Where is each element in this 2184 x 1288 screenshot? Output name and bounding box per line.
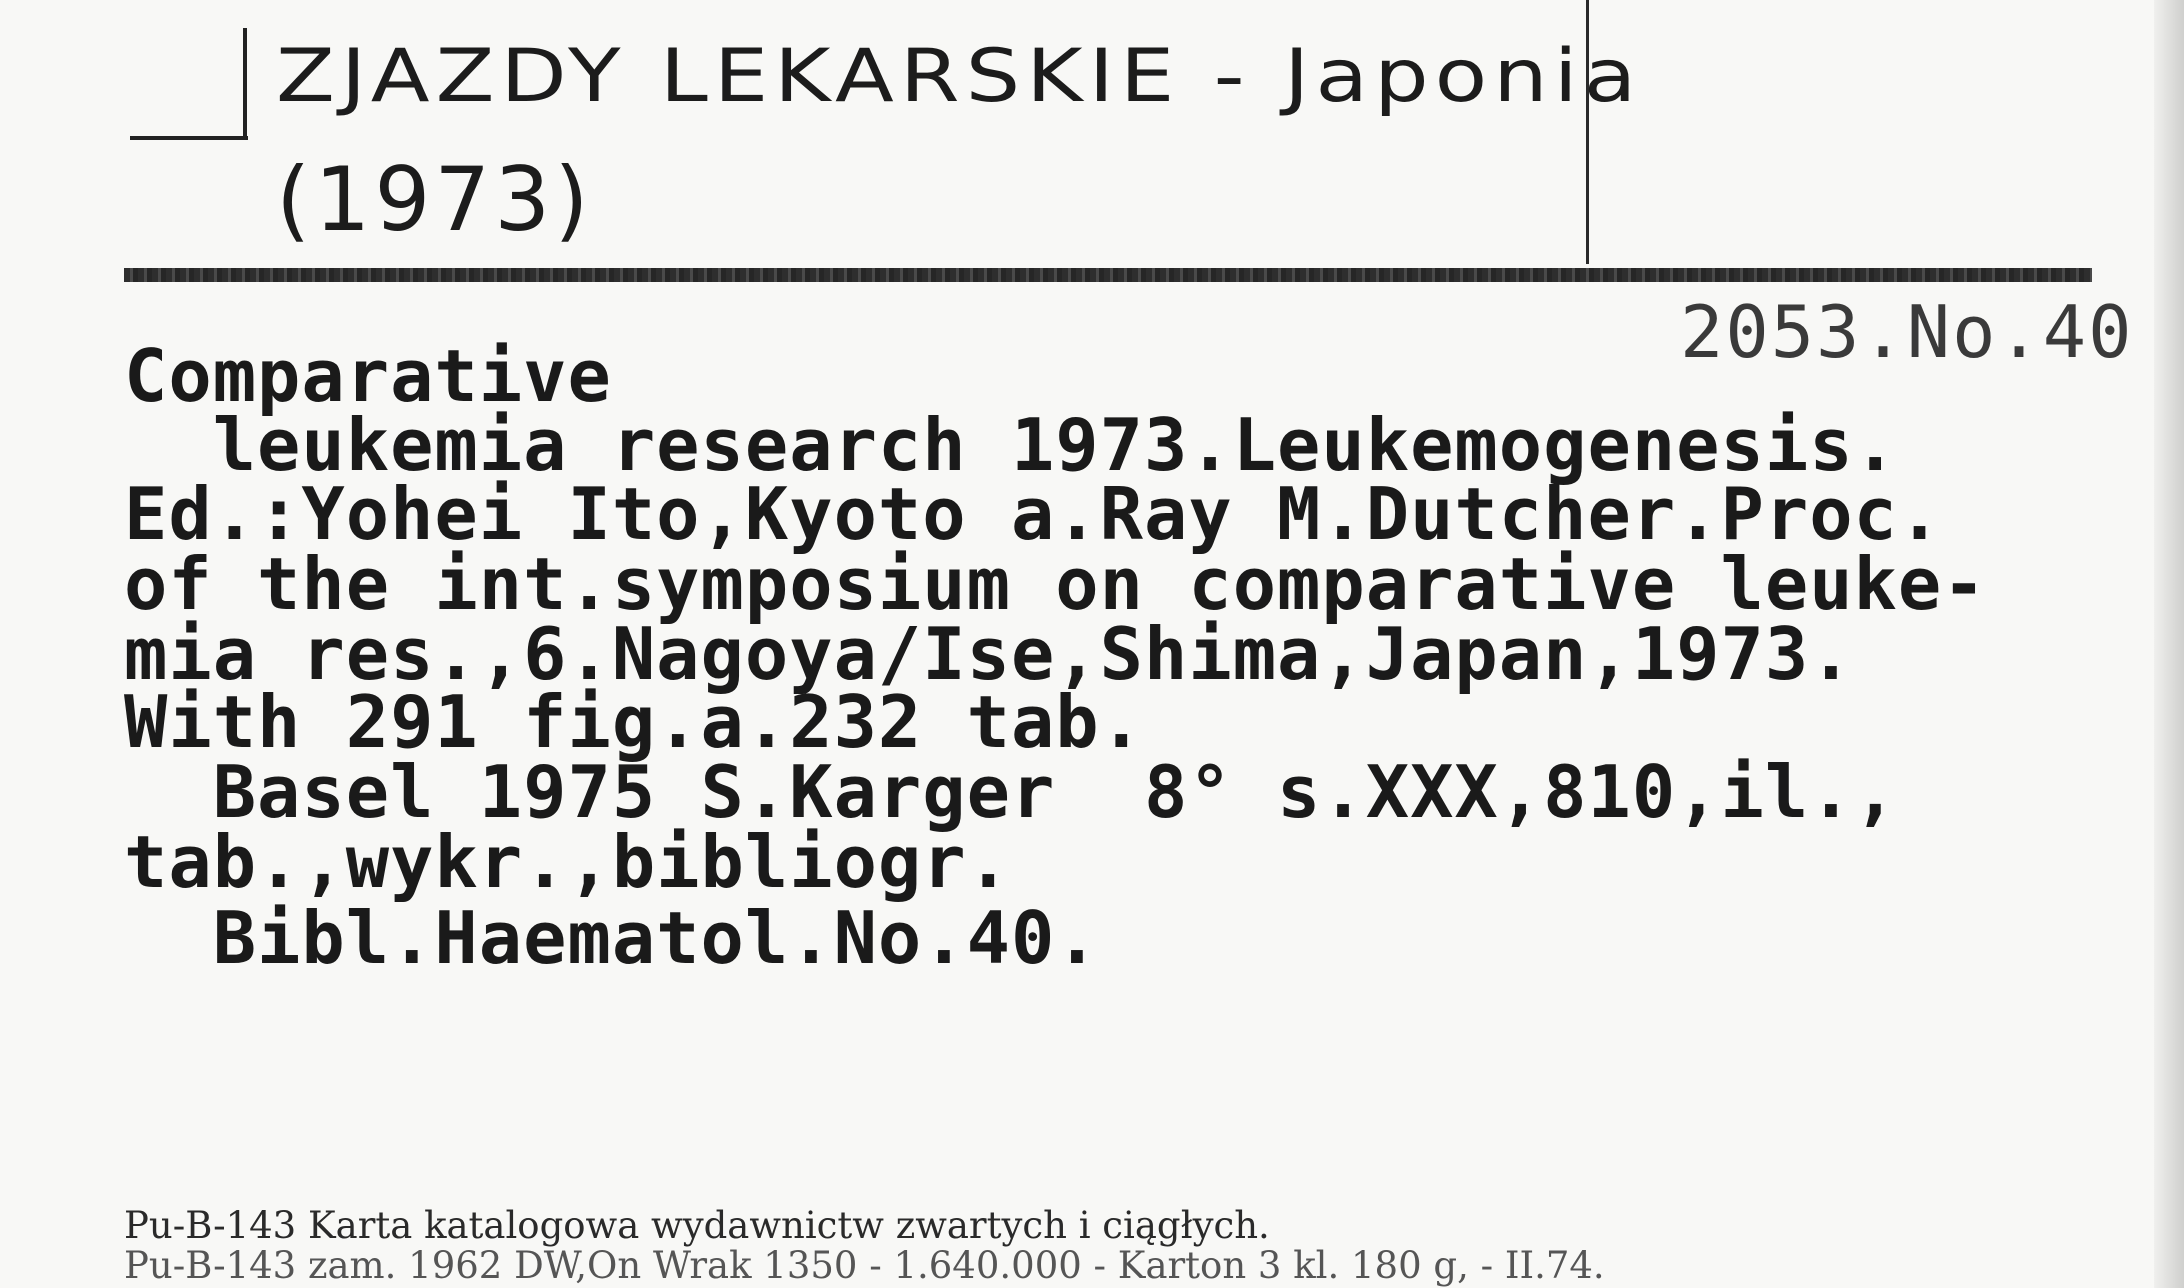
description-line: leukemia research 1973.Leukemogenesis. [124,403,1898,487]
card-print-info: Pu-B-143 zam. 1962 DW,On Wrak 1350 - 1.640.000 - Karton 3 kl. 180 g, - II.74. [124,1244,1605,1287]
description-line-imprint: Basel 1975 S.Karger 8° s.XXX,810,il., [124,750,1898,834]
description-line: mia res.,6.Nagoya/Ise,Shima,Japan,1973. [124,612,1854,696]
description-line: Comparative [124,334,612,418]
heading-rule [124,268,2092,282]
description-line: Ed.:Yohei Ito,Kyoto a.Ray M.Dutcher.Proc. [124,472,1943,556]
description-line: of the int.symposium on comparative leuke- [124,542,1987,626]
description-line: tab.,wykr.,bibliogr. [124,820,1011,904]
series-line: Bibl.Haematol.No.40. [124,896,1100,980]
card-form-label: Pu-B-143 Karta katalogowa wydawnictw zwartych i ciągłych. [124,1204,1270,1247]
description-line: With 291 fig.a.232 tab. [124,680,1144,764]
call-number: 2053.No.40 [1680,290,2134,374]
corner-mark-vertical [243,28,247,138]
subject-heading-year: (1973) [276,148,593,251]
corner-mark [130,136,248,140]
subject-heading: ZJAZDY LEKARSKIE - Japonia [276,34,1643,119]
